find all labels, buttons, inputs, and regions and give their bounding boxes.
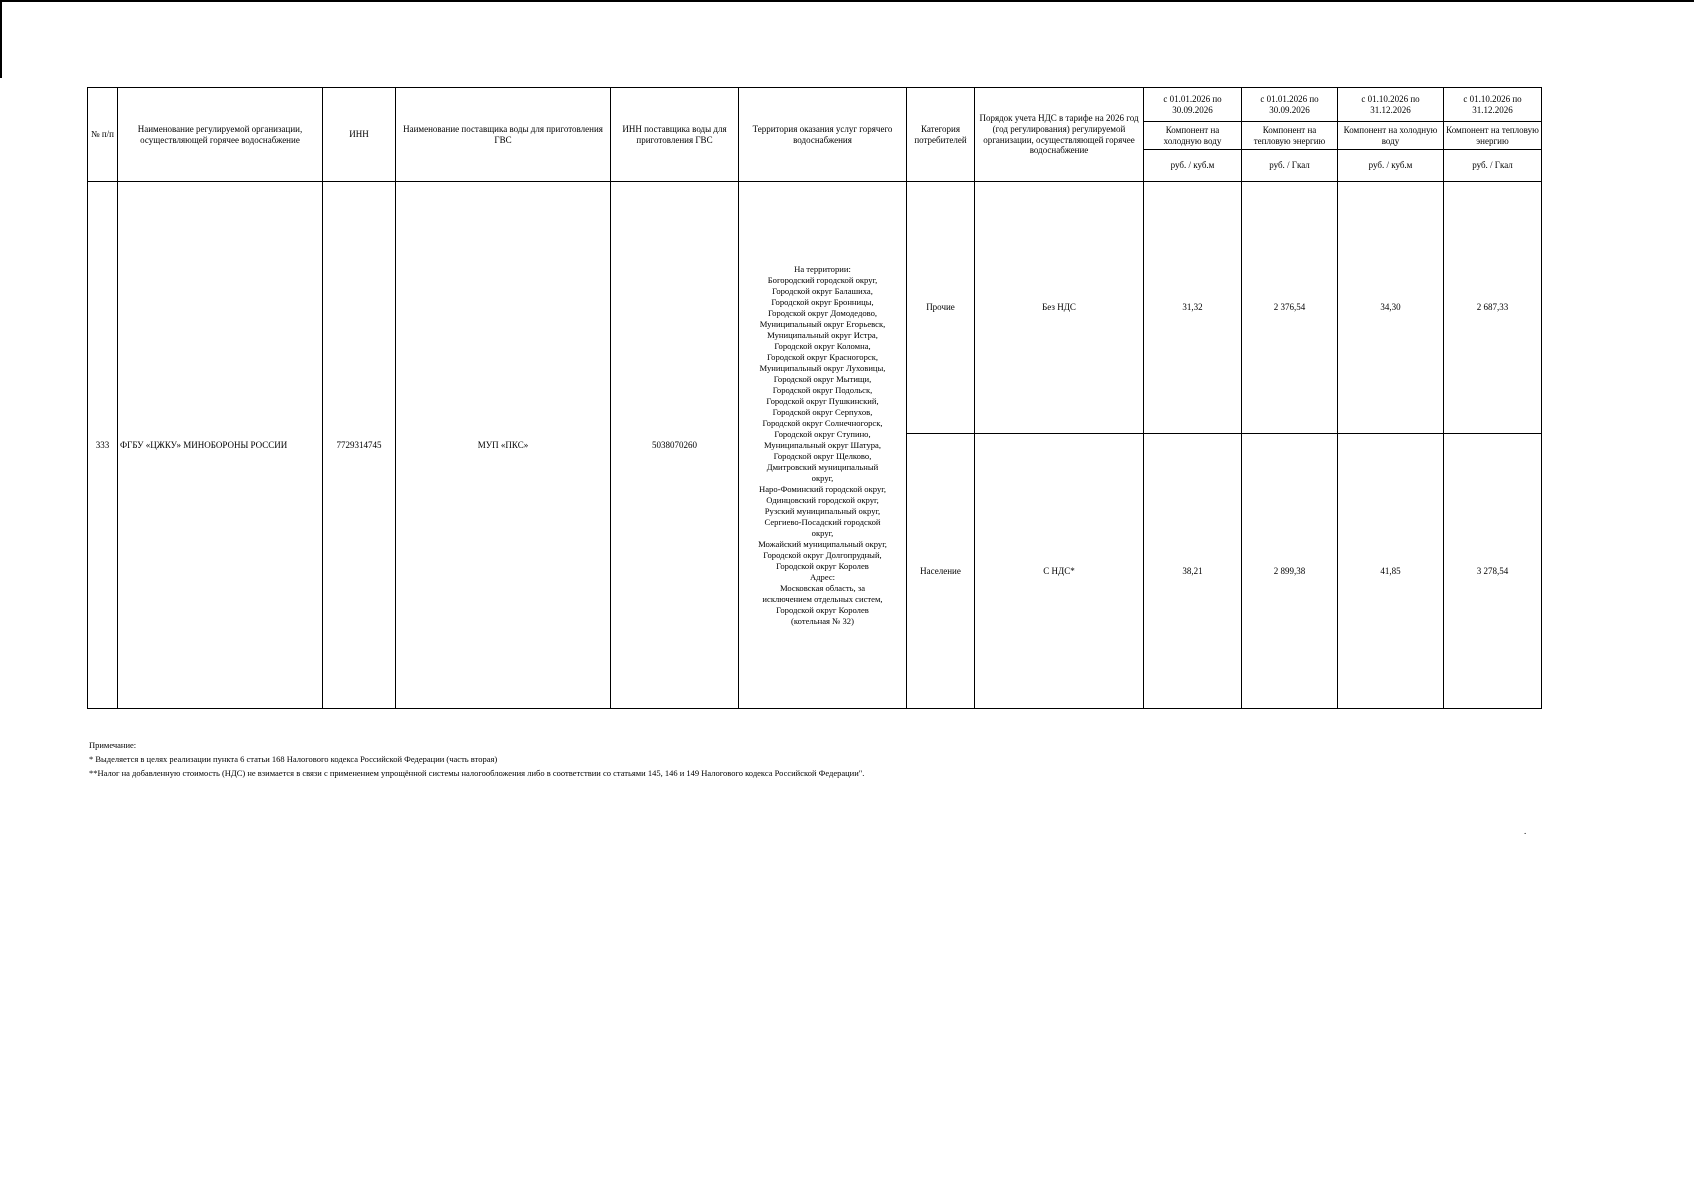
header-unit-3: руб. / куб.м (1338, 150, 1444, 182)
category-cell: Население (907, 434, 975, 709)
note-line-2: **Налог на добавленную стоимость (НДС) не взимается в связи с применением упрощённой системы налогообложения либо в соответствии со статьями 145, 146 и 149 Налогового кодекса Российской Федерации". (89, 768, 865, 779)
header-period-1: с 01.01.2026 по 30.09.2026 (1144, 88, 1242, 122)
header-period-3: с 01.10.2026 по 31.12.2026 (1338, 88, 1444, 122)
scan-border-left (0, 0, 2, 78)
territory-line: Городской округ Подольск, (772, 384, 873, 395)
value-cell: 2 687,33 (1444, 182, 1542, 434)
territory-line: Наро-Фоминский городской округ, (759, 483, 886, 494)
header-period-2: с 01.01.2026 по 30.09.2026 (1242, 88, 1338, 122)
territory-line: Адрес: (809, 571, 836, 582)
territory-line: Муниципальный округ Шатура, (763, 439, 882, 450)
territory-line: Городской округ Пушкинский, (766, 395, 879, 406)
territory-line: Городской округ Королев (776, 560, 869, 571)
territory-line: Городской округ Щелково, (773, 450, 872, 461)
territory-line: Сергиево-Посадский городской (764, 516, 881, 527)
header-supplier-inn: ИНН поставщика воды для приготовления ГВС (611, 88, 739, 182)
header-territory: Территория оказания услуг горячего водоснабжения (739, 88, 907, 182)
territory-line: Городской округ Красногорск, (766, 351, 879, 362)
territory-line: Муниципальный округ Истра, (767, 329, 878, 340)
territory-line: Городской округ Бронницы, (771, 296, 874, 307)
record-supplier-name: МУП «ПКС» (396, 182, 611, 709)
territory-line: округ, (811, 527, 834, 538)
value-cell: 31,32 (1144, 182, 1242, 434)
territory-line: Городской округ Солнечногорск, (762, 417, 883, 428)
territory-line: Дмитровский муниципальный (766, 461, 879, 472)
category-cell: Прочие (907, 182, 975, 434)
territory-line: На территории: (794, 263, 851, 274)
note-line-1: * Выделяется в целях реализации пункта 6 статьи 168 Налогового кодекса Российской Федерации (часть вторая) (89, 754, 498, 765)
record-territory (739, 182, 907, 709)
header-unit-2: руб. / Гкал (1242, 150, 1338, 182)
notes-title: Примечание: (89, 740, 137, 750)
value-cell: 3 278,54 (1444, 434, 1542, 709)
header-org-name: Наименование регулируемой организации, осуществляющей горячее водоснабжение (118, 88, 323, 182)
header-component-3: Компонент на холодную воду (1338, 122, 1444, 150)
header-num: № п/п (88, 88, 118, 182)
notes (89, 740, 864, 783)
scan-border-top (0, 0, 1694, 2)
territory-line: Богородский городской округ, (767, 274, 878, 285)
record-num: 333 (88, 182, 118, 709)
header-component-2: Компонент на тепловую энергию (1242, 122, 1338, 150)
value-cell: 34,30 (1338, 182, 1444, 434)
territory-line: Городской округ Долгопрудный, (763, 549, 882, 560)
record-inn: 7729314745 (323, 182, 396, 709)
table-row-other (88, 182, 1542, 434)
header-component-1: Компонент на холодную воду (1144, 122, 1242, 150)
tariff-table (87, 87, 1542, 709)
header-unit-1: руб. / куб.м (1144, 150, 1242, 182)
territory-line: Городской округ Домодедово, (767, 307, 878, 318)
territory-line: Рузский муниципальный округ, (764, 505, 881, 516)
header-unit-4: руб. / Гкал (1444, 150, 1542, 182)
territory-line: Городской округ Мытищи, (773, 373, 872, 384)
header-period-4: с 01.10.2026 по 31.12.2026 (1444, 88, 1542, 122)
stray-mark: . (1524, 826, 1527, 836)
header-vat-order: Порядок учета НДС в тарифе на 2026 год (год регулирования) регулируемой организации, осуществляющей горячее водоснабжение (975, 88, 1144, 182)
value-cell: 41,85 (1338, 434, 1444, 709)
header-supplier-name: Наименование поставщика воды для приготовления ГВС (396, 88, 611, 182)
record-org-name: ФГБУ «ЦЖКУ» МИНОБОРОНЫ РОССИИ (118, 182, 323, 709)
header-component-4: Компонент на тепловую энергию (1444, 122, 1542, 150)
vat-cell: С НДС* (975, 434, 1144, 709)
territory-line: округ, (811, 472, 834, 483)
vat-cell: Без НДС (975, 182, 1144, 434)
value-cell: 38,21 (1144, 434, 1242, 709)
territory-line: Городской округ Ступино, (774, 428, 871, 439)
territory-line: Городской округ Серпухов, (772, 406, 873, 417)
territory-line: исключением отдельных систем, (762, 593, 883, 604)
record-supplier-inn: 5038070260 (611, 182, 739, 709)
territory-line: Московская область, за (779, 582, 866, 593)
value-cell: 2 376,54 (1242, 182, 1338, 434)
territory-line: Муниципальный округ Луховицы, (759, 362, 886, 373)
header-inn: ИНН (323, 88, 396, 182)
territory-line: Муниципальный округ Егорьевск, (759, 318, 886, 329)
territory-line: Можайский муниципальный округ, (758, 538, 887, 549)
value-cell: 2 899,38 (1242, 434, 1338, 709)
territory-line: Городской округ Королев (776, 604, 869, 615)
territory-line: Одинцовский городской округ, (766, 494, 879, 505)
header-category: Категория потребителей (907, 88, 975, 182)
header-row-periods (88, 88, 1542, 122)
territory-line: Городской округ Балашиха, (772, 285, 873, 296)
territory-line: (котельная № 32) (791, 615, 854, 626)
territory-line: Городской округ Коломна, (774, 340, 871, 351)
